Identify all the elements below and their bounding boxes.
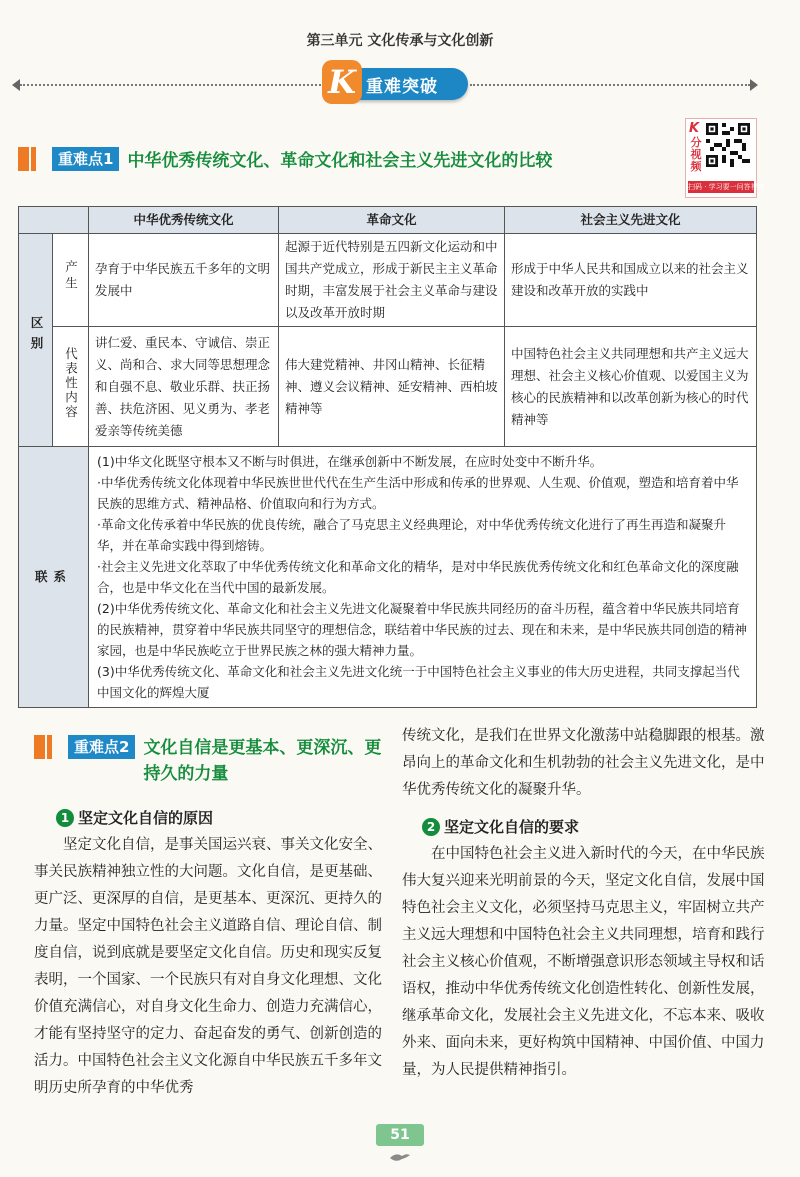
book-icon <box>18 147 48 171</box>
page-number: 51 <box>376 1124 424 1146</box>
table-cell: 孕育于中华民族五千多年的文明发展中 <box>89 234 279 327</box>
section-2-heading-text: 坚定文化自信的要求 <box>444 818 580 836</box>
link-paragraph: ·中华优秀传统文化体现着中华民族世世代代在生产生活中形成和传承的世界观、人生观、价值观，塑造和培育着中华民族的思维方式、精神品格、价值取向和行为方式。 <box>97 475 739 511</box>
banner-title: 重难突破 <box>366 77 438 97</box>
qr-side-label: 分视频 <box>690 136 702 173</box>
table-row <box>19 327 757 447</box>
right-column <box>402 723 766 1084</box>
link-label: 联系 <box>34 569 72 584</box>
section-2-paragraph: 在中国特色社会主义进入新时代的今天，在中华民族伟大复兴迎来光明前景的今天，坚定文化自信，发展中国特色社会主义文化，必须坚持马克思主义，牢固树立共产主义远大理想和中国特色社会主义共同理想，培育和践行社会主义核心价值观，不断增强意识形态领域主导权和话语权，推动中华优秀传统文化创造性转化、创新性发展，继承革命文化，发展社会主义先进文化，不忘本来、吸收外来、面向未来，更好构筑中国精神、中国价值、中国力量，为人民提供精神指引。 <box>402 846 765 1078</box>
section-1-heading <box>56 807 388 828</box>
link-paragraph: (3)中华优秀传统文化、革命文化和社会主义先进文化统一于中国特色社会主义事业的伟大历史进程，共同支撑起当代中国文化的辉煌大厦 <box>97 664 740 700</box>
dotted-divider-right <box>470 84 750 86</box>
diff-label-cell <box>19 234 53 447</box>
link-paragraph: (2)中华优秀传统文化、革命文化和社会主义先进文化凝聚着中华民族共同经历的奋斗历程，蕴含着中华民族共同培育的民族精神，贯穿着中华民族共同坚守的理想信念，联结着中华民族的过去、现在和未来，是中华民族共同创造的精神家园，也是中华民族屹立于世界民族之林的强大精神力量。 <box>97 601 748 658</box>
key-point-2-label: 重难点2 <box>68 735 135 759</box>
link-paragraph: ·革命文化传承着中华民族的优良传统，融合了马克思主义经典理论，对中华优秀传统文化进行了再生再造和凝聚升华，并在革命实践中得到熔铸。 <box>97 517 726 553</box>
qr-code-icon <box>706 123 750 167</box>
key-point-2-heading <box>34 735 388 787</box>
key-point-2-title-line: 持久的力量 <box>143 764 229 784</box>
banner-k-logo: K <box>322 60 362 104</box>
number-badge-icon: 2 <box>422 818 440 836</box>
comparison-table <box>18 206 757 708</box>
section-1-continuation <box>402 723 766 804</box>
table-cell: 中国特色社会主义共同理想和共产主义远大理想、社会主义核心价值观、以爱国主义为核心的民族精神和以改革创新为核心的时代精神等 <box>505 327 757 447</box>
row-label-cell <box>53 234 89 327</box>
link-content-cell <box>89 447 757 708</box>
arrow-left-icon <box>12 79 20 91</box>
book-icon <box>34 735 64 759</box>
unit-title: 第三单元 文化传承与文化创新 <box>306 33 494 49</box>
table-header-cell: 革命文化 <box>279 207 505 234</box>
key-point-2-title <box>143 735 381 787</box>
section-1-continuation-text: 传统文化，是我们在世界文化激荡中站稳脚跟的根基。激昂向上的革命文化和生机勃勃的社会主义先进文化，是中华优秀传统文化的凝聚升华。 <box>402 728 765 798</box>
link-paragraph: ·社会主义先进文化萃取了中华优秀传统文化和革命文化的精华，是对中华民族优秀传统文化和红色革命文化的深度融合，也是中华文化在当代中国的最新发展。 <box>97 559 739 595</box>
left-column <box>34 735 388 1102</box>
dotted-divider-left <box>20 84 325 86</box>
key-point-2-title-line: 文化自信是更基本、更深沉、更 <box>143 738 382 758</box>
row-label-cell <box>53 327 89 447</box>
key-point-1-heading <box>18 146 552 171</box>
qr-k-logo: K <box>689 121 700 136</box>
table-cell: 形成于中华人民共和国成立以来的社会主义建设和改革开放的实践中 <box>505 234 757 327</box>
section-1-body <box>34 832 388 1102</box>
table-cell: 讲仁爱、重民本、守诚信、崇正义、尚和合、求大同等思想理念和自强不息、敬业乐群、扶正扬善、扶危济困、见义勇为、孝老爱亲等传统美德 <box>89 327 279 447</box>
key-point-1-title: 中华优秀传统文化、革命文化和社会主义先进文化的比较 <box>127 151 553 171</box>
link-label-cell <box>19 447 89 708</box>
number-badge-icon: 1 <box>56 809 74 827</box>
section-1-paragraph: 坚定文化自信，是事关国运兴衰、事关文化安全、事关民族精神独立性的大问题。文化自信，是更基础、更广泛、更深厚的自信，是更基本、更深沉、更持久的力量。坚定中国特色社会主义道路自信、理论自信、制度自信，说到底就是要坚定文化自信。历史和现实反复表明，一个国家、一个民族只有对自身文化理想、文化价值充满信心，对自身文化生命力、创造力充满信心，才能有坚持坚守的定力、奋起奋发的勇气、创新创造的活力。中国特色社会主义文化源自中华民族五千多年文明历史所孕育的中华优秀 <box>34 837 382 1096</box>
section-2-heading <box>422 816 766 837</box>
table-header-cell: 社会主义先进文化 <box>505 207 757 234</box>
section-1-heading-text: 坚定文化自信的原因 <box>78 809 214 827</box>
key-point-1-label: 重难点1 <box>52 147 119 171</box>
qr-code-block[interactable] <box>685 118 765 198</box>
bird-icon <box>388 1150 412 1164</box>
table-cell: 伟大建党精神、井冈山精神、长征精神、遵义会议精神、延安精神、西柏坡精神等 <box>279 327 505 447</box>
row-label: 代表性内容 <box>63 346 79 420</box>
table-header-row <box>19 207 757 234</box>
diff-label: 区别 <box>29 316 44 357</box>
row-label: 产生 <box>63 260 79 293</box>
arrow-right-icon <box>750 79 758 91</box>
table-row <box>19 234 757 327</box>
qr-caption: 扫码 · 学习要一问答视频 <box>688 183 765 191</box>
link-paragraph: (1)中华文化既坚守根本又不断与时俱进，在继承创新中不断发展，在应时处变中不断升华。 <box>97 454 603 469</box>
table-header-cell: 中华优秀传统文化 <box>89 207 279 234</box>
table-cell: 起源于近代特别是五四新文化运动和中国共产党成立，形成于新民主主义革命时期，丰富发展于社会主义革命与建设以及改革开放时期 <box>279 234 505 327</box>
table-row <box>19 447 757 708</box>
section-2-body <box>402 841 766 1084</box>
table-corner-cell <box>19 207 89 234</box>
